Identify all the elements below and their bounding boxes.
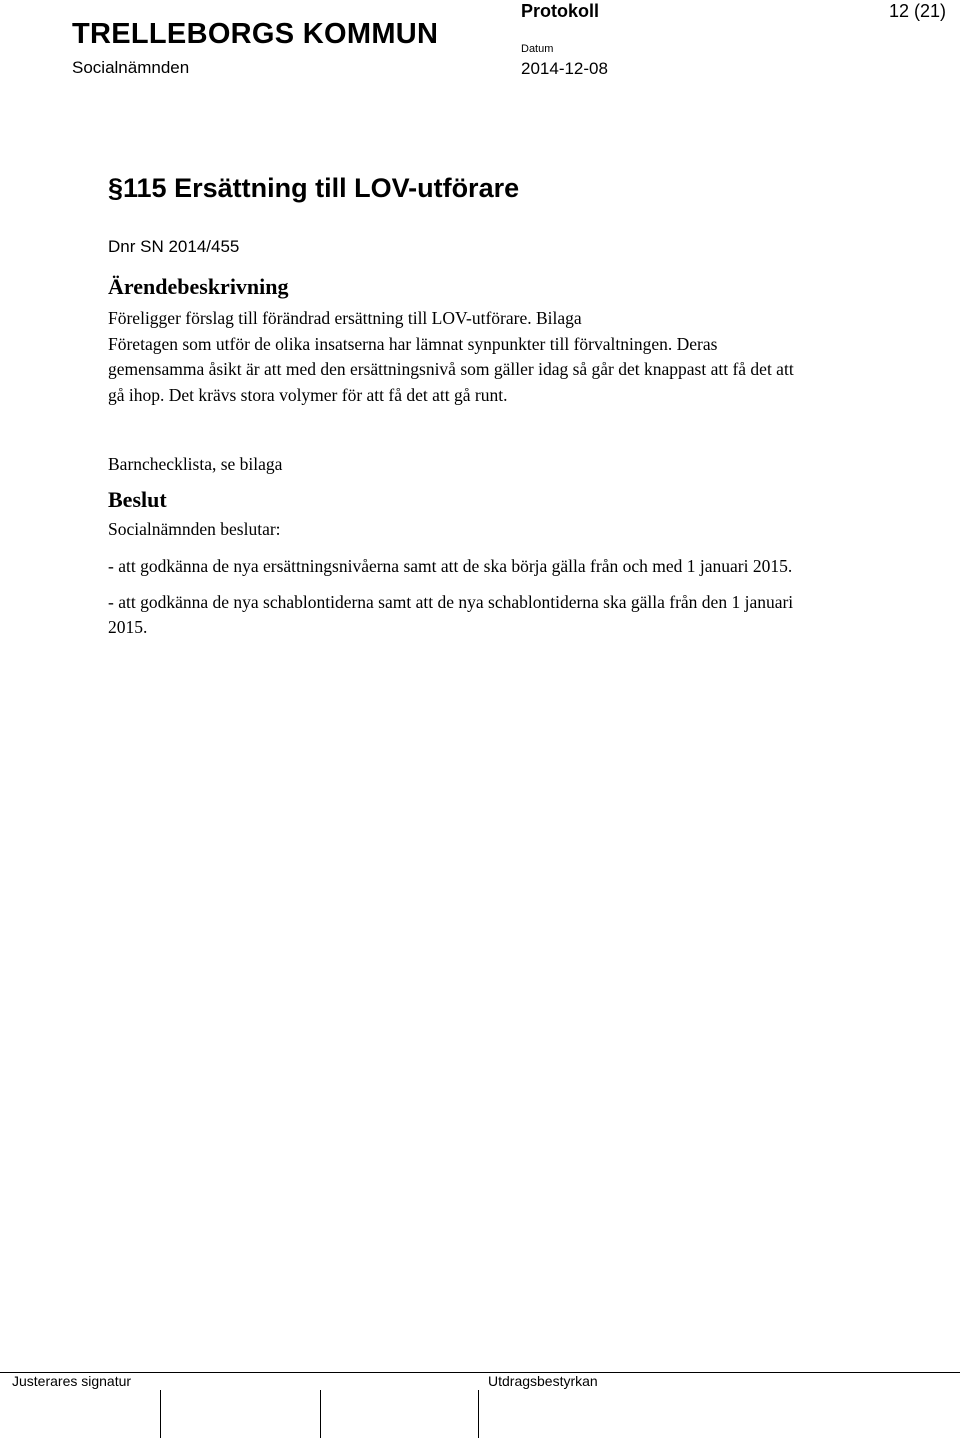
case-number: Dnr SN 2014/455 — [108, 237, 240, 256]
footer-divider — [0, 1372, 960, 1373]
document-type: Protokoll — [521, 1, 600, 21]
decision-item: - att godkänna de nya schablontiderna samt att de nya schablontiderna ska gälla från den 1 januari 2015. — [108, 591, 794, 637]
description-heading: Ärendebeskrivning — [108, 274, 289, 299]
protocol-section — [108, 173, 808, 641]
section-title: §115 Ersättning till LOV-utförare — [108, 173, 520, 203]
decision-item: - att godkänna de nya ersättningsnivåerna samt att de ska börja gälla från och med 1 januari 2015. — [108, 556, 793, 576]
document-date: 2014-12-08 — [521, 59, 608, 78]
decision-intro: Socialnämnden beslutar: — [108, 518, 281, 539]
page-number: 12 (21) — [888, 1, 946, 21]
attachment-note: Barnchecklista, se bilaga — [108, 454, 283, 474]
signature-box-divider — [160, 1390, 161, 1438]
decision-heading: Beslut — [108, 486, 167, 512]
organization-name: TRELLEBORGS KOMMUN — [72, 18, 439, 50]
signature-box-divider — [478, 1390, 479, 1438]
department-name: Socialnämnden — [72, 58, 190, 77]
certified-label: Utdragsbestyrkan — [488, 1373, 598, 1389]
description-paragraph: Föreligger förslag till förändrad ersättning till LOV-utförare. Bilaga — [108, 308, 582, 328]
signature-label: Justerares signatur — [12, 1373, 132, 1389]
description-paragraph: Företagen som utför de olika insatserna har lämnat synpunkter till förvaltningen. Deras gemensamma åsikt är att med den ersättningsnivå som gäller idag så går det knappast att få det att gå ihop. Det krävs stora volymer för att få det att gå runt. — [108, 333, 794, 405]
date-label: Datum — [521, 43, 554, 55]
signature-box-divider — [320, 1390, 321, 1438]
